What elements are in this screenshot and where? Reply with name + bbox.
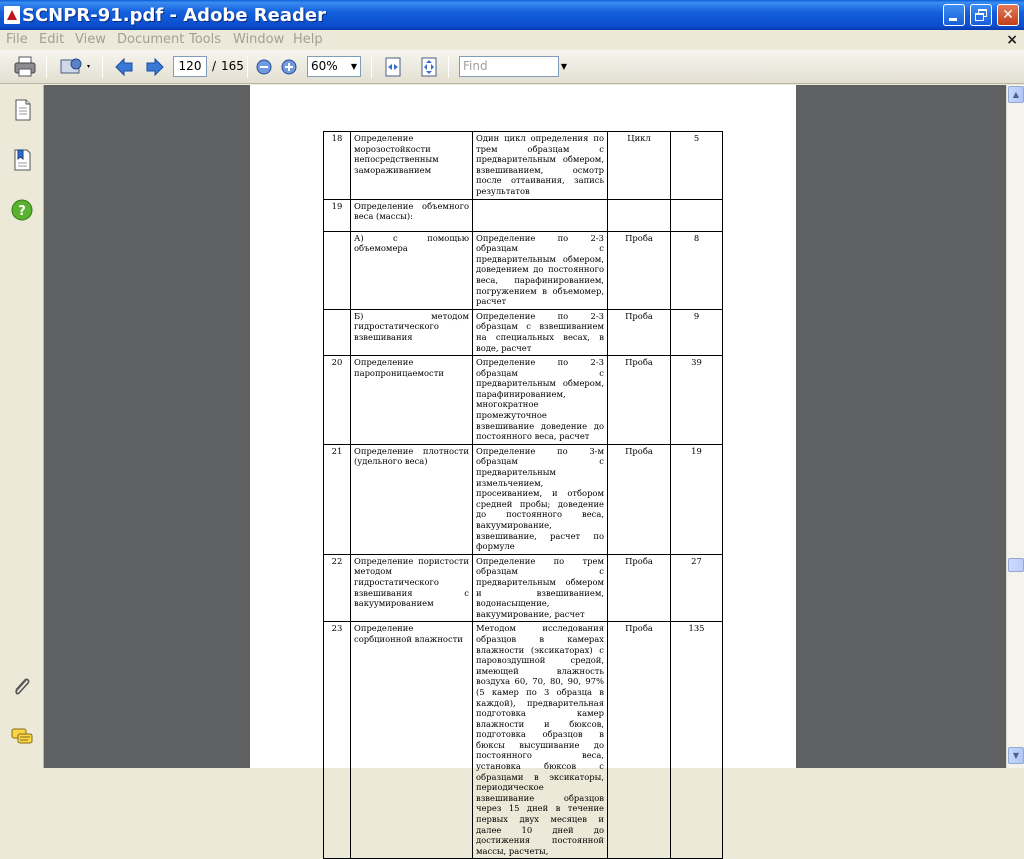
chevron-down-icon: ▼: [560, 62, 568, 71]
document-table: [323, 131, 723, 859]
row-quantity: 5: [671, 132, 723, 200]
window-title: SCNPR-91.pdf - Adobe Reader: [22, 5, 326, 26]
help-button[interactable]: [10, 198, 34, 222]
attachments-button[interactable]: [10, 675, 34, 699]
table-row: [324, 199, 723, 231]
document-viewport[interactable]: [44, 85, 1006, 856]
row-number: 22: [324, 554, 351, 622]
row-name: Определение плотности (удельного веса): [351, 444, 473, 554]
row-number: 18: [324, 132, 351, 200]
print-icon: [12, 55, 38, 79]
row-description: Определение по 2-3 образцам с предварительным обмером, доведением до постоянного веса, парафинированием, погружением в объемомер, расчет: [473, 231, 608, 309]
table-row: [324, 554, 723, 622]
close-icon: ✕: [1002, 7, 1014, 23]
menu-help[interactable]: Help: [293, 32, 323, 47]
row-number: 23: [324, 622, 351, 859]
zoom-out-icon: [255, 55, 273, 79]
zoom-in-icon: [280, 55, 298, 79]
prev-page-icon: [113, 55, 135, 79]
row-name: Определение сорбционной влажности: [351, 622, 473, 859]
row-name: Определение пористости методом гидростатического взвешивания с вакуумированием: [351, 554, 473, 622]
row-number: 20: [324, 356, 351, 445]
scroll-up-button[interactable]: [1008, 86, 1024, 103]
menu-edit[interactable]: Edit: [39, 32, 65, 47]
scroll-thumb[interactable]: [1008, 558, 1024, 572]
row-unit: Проба: [608, 554, 671, 622]
row-quantity: 19: [671, 444, 723, 554]
row-description: Определение по 3-м образцам с предварительным измельчением, просеиванием, и отбором средней пробы; доведение до постоянного веса, вакуумирование, взвешивание, расчет по формуле: [473, 444, 608, 554]
attachments-icon: [10, 675, 34, 699]
row-description: [473, 199, 608, 231]
row-unit: Проба: [608, 622, 671, 859]
row-name: Определение морозостойкости непосредственным замораживанием: [351, 132, 473, 200]
navigation-panel: [0, 85, 44, 768]
next-page-icon: [144, 55, 166, 79]
row-description: Один цикл определения по трем образцам с предварительным обмером, взвешиванием, осмотр после оттаивания, запись результатов: [473, 132, 608, 200]
row-unit: Проба: [608, 231, 671, 309]
prev-page-button[interactable]: [113, 55, 135, 79]
row-unit: Проба: [608, 309, 671, 355]
document-close-button[interactable]: ×: [1006, 32, 1018, 48]
page-separator: /: [212, 59, 217, 73]
row-quantity: 135: [671, 622, 723, 859]
row-description: Определение по 2-3 образцам с взвешиванием на специальных весах, в воде, расчет: [473, 309, 608, 355]
find-options-dropdown[interactable]: [558, 56, 570, 77]
row-name: Определение объемного веса (массы):: [351, 199, 473, 231]
row-number: [324, 309, 351, 355]
row-quantity: 8: [671, 231, 723, 309]
row-quantity: 9: [671, 309, 723, 355]
chevron-up-icon: ▲: [1012, 90, 1020, 99]
pages-icon: [10, 98, 34, 122]
bookmarks-icon: [10, 148, 34, 172]
find-input[interactable]: Find: [459, 56, 559, 77]
menu-view[interactable]: View: [75, 32, 106, 47]
menu-file[interactable]: File: [6, 32, 28, 47]
menu-tools[interactable]: Tools: [189, 32, 222, 47]
scroll-down-button[interactable]: [1008, 747, 1024, 764]
row-number: 21: [324, 444, 351, 554]
pages-button[interactable]: [10, 98, 34, 122]
minimize-icon: [949, 18, 957, 21]
row-quantity: 27: [671, 554, 723, 622]
fit-width-icon: [383, 55, 403, 79]
print-button[interactable]: [12, 55, 38, 79]
row-quantity: [671, 199, 723, 231]
zoom-out-button[interactable]: [255, 55, 273, 79]
title-bar: [0, 0, 1024, 30]
row-unit: Проба: [608, 356, 671, 445]
toolbar: [0, 50, 1024, 84]
close-button[interactable]: [997, 4, 1019, 26]
row-unit: Цикл: [608, 132, 671, 200]
minimize-button[interactable]: [943, 4, 965, 26]
row-description: Определение по трем образцам с предварительным обмером и взвешиванием, водонасыщение, вакуумирование, расчет: [473, 554, 608, 622]
email-button[interactable]: [58, 55, 94, 79]
row-number: [324, 231, 351, 309]
pdf-app-icon: [4, 6, 20, 24]
row-quantity: 39: [671, 356, 723, 445]
next-page-button[interactable]: [144, 55, 166, 79]
svg-text:?: ?: [18, 204, 26, 219]
page-total: 165: [221, 59, 244, 73]
full-screen-button[interactable]: [419, 55, 439, 79]
row-name: А) с помощью объемомера: [351, 231, 473, 309]
chevron-down-icon: ▼: [350, 62, 358, 71]
full-screen-icon: [419, 55, 439, 79]
row-number: 19: [324, 199, 351, 231]
page-number-input[interactable]: 120: [173, 56, 207, 77]
fit-width-button[interactable]: [383, 55, 403, 79]
row-unit: Проба: [608, 444, 671, 554]
row-description: Методом исследования образцов в камерах влажности (эксикаторах) с паровоздушной средой, имеющей влажность воздуха 60, 70, 80, 90, 97% (5 камер по 3 образца в каждой), предварительная подготовка камер влажности и бюксов, подготовка образцов в бюксы высушивание до постоянного веса, установка бюксов с образцами в эксикаторы, периодическое взвешивание образцов через 15 дней в течение первых двух месяцев и далее 10 дней до достижения постоянной массы, расчеты,: [473, 622, 608, 859]
comments-button[interactable]: [10, 725, 34, 749]
help-icon: [10, 198, 34, 222]
menu-bar: [0, 30, 1024, 50]
menu-window[interactable]: Window: [233, 32, 285, 47]
menu-document[interactable]: Document: [117, 32, 185, 47]
table-row: [324, 132, 723, 200]
comments-icon: [10, 725, 34, 749]
row-unit: [608, 199, 671, 231]
row-name: Определение паропроницаемости: [351, 356, 473, 445]
table-row: [324, 356, 723, 445]
table-row: [324, 622, 723, 859]
email-icon: [58, 55, 94, 79]
zoom-select[interactable]: [307, 56, 361, 77]
table-row: [324, 231, 723, 309]
row-description: Определение по 2-3 образцам с предварительным обмером, парафинированием, многократное промежуточное взвешивание доведение до постоянного веса, расчет: [473, 356, 608, 445]
restore-button[interactable]: [970, 4, 992, 26]
row-name: Б) методом гидростатического взвешивания: [351, 309, 473, 355]
zoom-in-button[interactable]: [280, 55, 298, 79]
zoom-value: 60%: [311, 59, 338, 73]
bookmarks-button[interactable]: [10, 148, 34, 172]
table-row: [324, 444, 723, 554]
chevron-down-icon: ▼: [1012, 751, 1020, 760]
table-row: [324, 309, 723, 355]
vertical-scrollbar[interactable]: [1006, 85, 1024, 768]
pdf-page: [250, 85, 796, 856]
